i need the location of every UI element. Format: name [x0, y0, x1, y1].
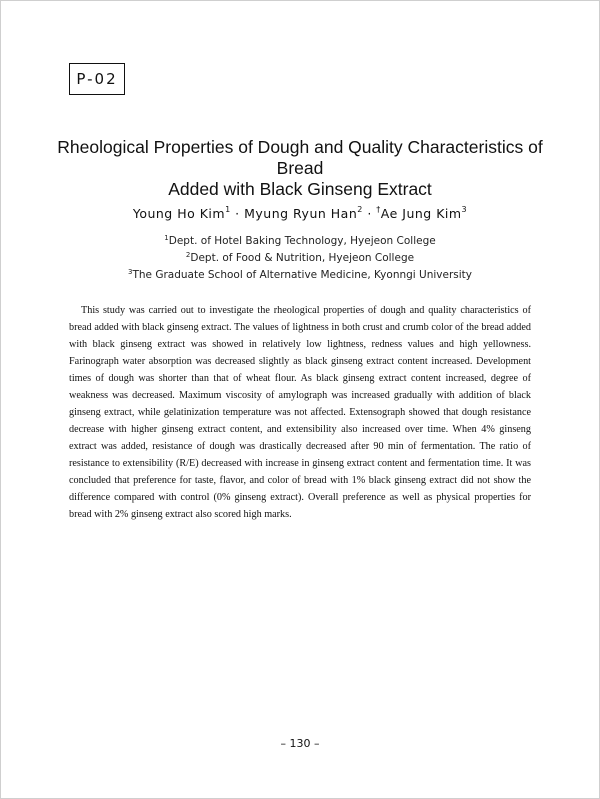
- paper-title: [40, 137, 560, 200]
- affiliation-2-mark: 2: [185, 251, 191, 259]
- author-list: [40, 205, 560, 221]
- affiliation-1-mark: 1: [164, 234, 169, 242]
- affiliation-3-mark: 3: [127, 268, 133, 276]
- author-1: Young Ho Kim: [132, 206, 226, 221]
- affiliation-1: [40, 231, 560, 248]
- page-number: – 130 –: [280, 737, 320, 750]
- author-separator-1: ·: [230, 206, 245, 221]
- poster-code-box: [69, 63, 125, 95]
- affiliation-1-text: Dept. of Hotel Baking Technology, Hyejeon College: [168, 235, 436, 247]
- title-line-2: Added with Black Ginseng Extract: [168, 179, 432, 199]
- author-3: Ae Jung Kim: [380, 206, 462, 221]
- author-separator-2: ·: [362, 206, 377, 221]
- author-3-affiliation-mark: 3: [461, 205, 468, 214]
- affiliation-list: [40, 231, 560, 282]
- author-1-affiliation-mark: 1: [225, 205, 231, 214]
- affiliation-3-text: The Graduate School of Alternative Medicine, Kyonngi University: [132, 269, 473, 281]
- author-2: Myung Ryun Han: [244, 206, 358, 221]
- affiliation-2: [40, 248, 560, 265]
- abstract-body: This study was carried out to investigate the rheological properties of dough and quality characteristics of bread added with black ginseng extract. The values of lightness in both crust and crumb color of the bread added with black ginseng extract was showed in relatively low lightness, redness values and high yellowness. Farinograph water absorption was decreased slightly as black ginseng extract content increased. Development times of dough was shorter than that of wheat flour. As black ginseng extract content increased, degree of weakness was decreased. Maximum viscosity of amylograph was increased gradually with addition of black ginseng extract, while gelatinization temperature was not affected. Extensograph showed that dough resistance decrease with higher ginseng extract content, and extensibility also increased over time. When 4% ginseng extract was added, resistance of dough was drastically decreased after 90 min of fermentation. The ratio of resistance to extensibility (R/E) decreased with increase in ginseng extract content and fermentation time. It was concluded that preference for taste, flavor, and color of bread with 1% black ginseng extract did not show the difference compared with control (0% ginseng extract). Overall preference as well as physical properties for bread with 2% ginseng extract also scored high marks.: [69, 305, 531, 520]
- corresponding-author-mark: †: [376, 205, 381, 214]
- poster-code: P-02: [76, 70, 118, 88]
- title-line-1: Rheological Properties of Dough and Quality Characteristics of Bread: [57, 137, 543, 178]
- affiliation-3: [40, 265, 560, 282]
- author-2-affiliation-mark: 2: [357, 205, 363, 214]
- affiliation-2-text: Dept. of Food & Nutrition, Hyejeon College: [190, 252, 415, 264]
